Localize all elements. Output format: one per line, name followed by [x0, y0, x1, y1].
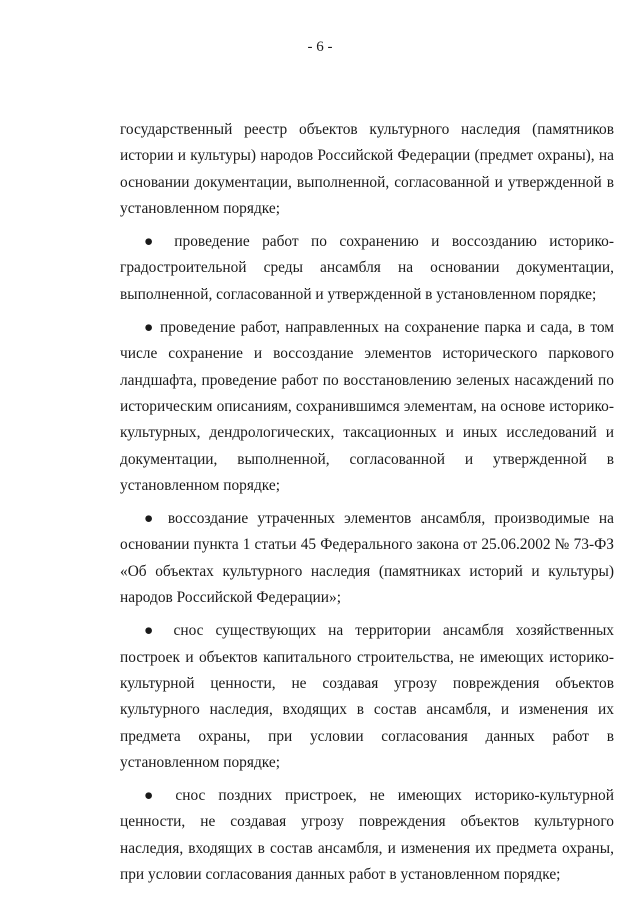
list-item [120, 618, 614, 776]
body-text [120, 117, 614, 895]
list-item [120, 783, 614, 888]
list-item-text: снос существующих на территории ансамбля хозяйственных построек и объектов капитального строительства, не имеющих историко-культурной ценности, не создавая угрозу повреждения объектов культурного наследия, входящих в состав ансамбля, и изменения их предмета охраны, при условии согласования данных работ в установленном порядке; [120, 622, 615, 771]
bullet-icon: ● [144, 787, 163, 805]
paragraph-text: государственный реестр объектов культурного наследия (памятников истории и культуры) народов Российской Федерации (предмет охраны), на основании документации, выполненной, согласованной и утвержденной в установленном порядке; [120, 121, 614, 217]
list-item [120, 229, 614, 308]
bullet-icon: ● [144, 233, 162, 251]
page-number: - 6 - [307, 39, 333, 55]
list-item [120, 506, 614, 611]
list-item-text: проведение работ, направленных на сохранение парка и сада, в том числе сохранение и воссоздание элементов исторического паркового ландшафта, проведение работ по восстановлению зеленых насаждений по историческим описаниям, сохранившимся элементам, на основе историко-культурных, дендрологических, таксационных и иных исследований и документации, выполненной, согласованной и утвержденной в установленном порядке; [120, 319, 615, 494]
list-item-text: воссоздание утраченных элементов ансамбля, производимые на основании пункта 1 статьи 45 Федерального закона от 25.06.2002 № 73-ФЗ «Об объектах культурного наследия (памятниках историй и культуры) народов Российской Федерации»; [120, 510, 614, 607]
bullet-icon: ● [144, 510, 159, 528]
paragraph-continuation [120, 117, 614, 222]
list-item [120, 315, 614, 499]
bullet-icon: ● [144, 622, 162, 640]
list-item-text: снос поздних пристроек, не имеющих историко-культурной ценности, не создавая угрозу повреждения объектов культурного наследия, входящих в состав ансамбля, и изменения их предмета охраны, при условии согласования данных работ в установленном порядке; [120, 787, 614, 884]
list-item-text: проведение работ по сохранению и воссозданию историко-градостроительной среды ансамбля на основании документации, выполненной, согласованной и утвержденной в установленном порядке; [120, 233, 614, 303]
bullet-icon: ● [144, 319, 155, 337]
